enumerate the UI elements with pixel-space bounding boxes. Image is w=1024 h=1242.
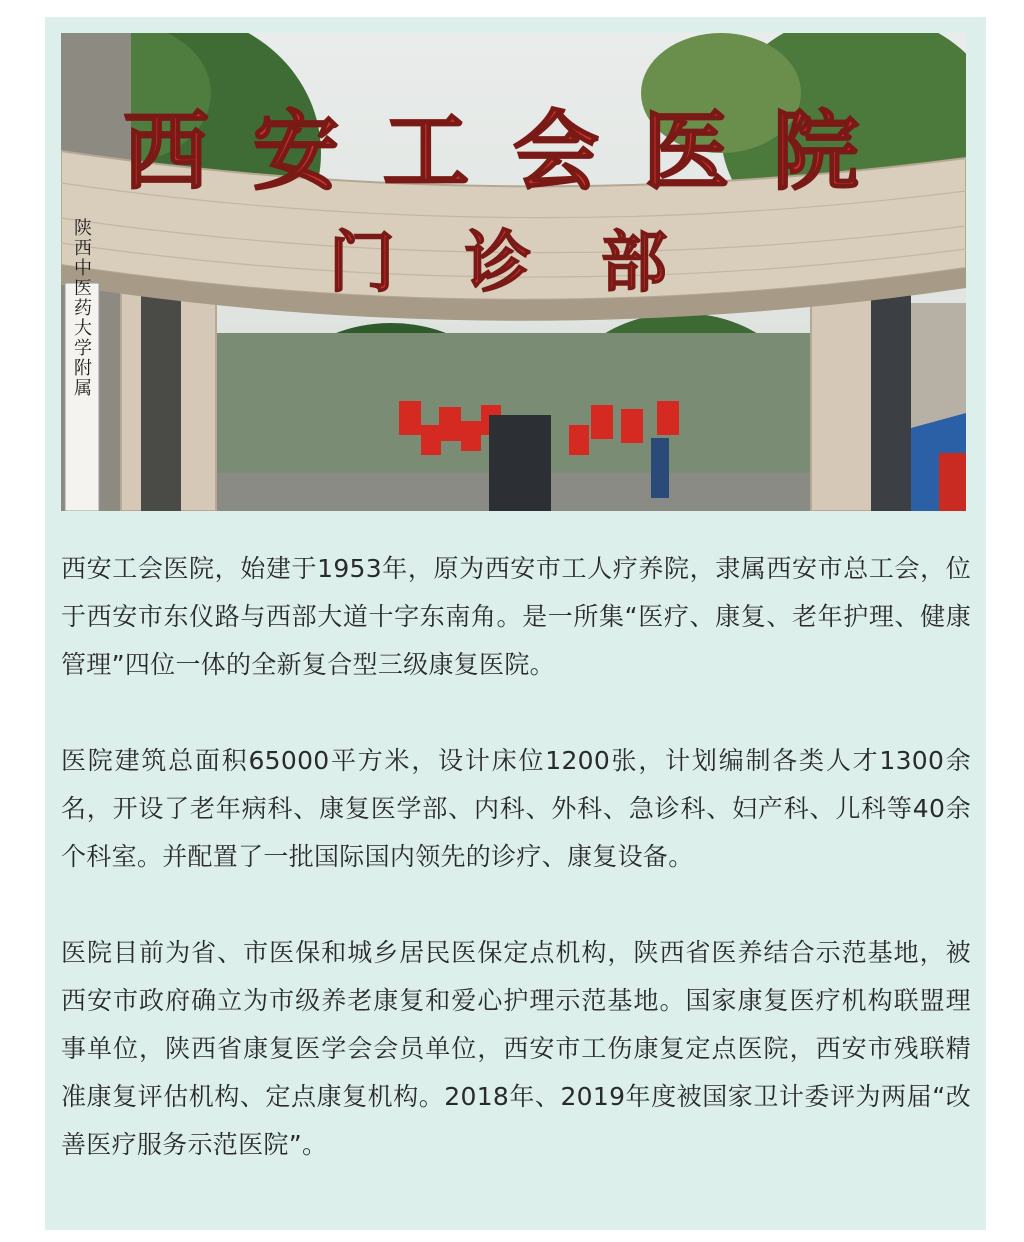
paragraph-intro: 西安工会医院，始建于1953年，原为西安市工人疗养院，隶属西安市总工会，位于西安市东仪路与西部大道十字东南角。是一所集“医疗、康复、老年护理、健康管理”四位一体的全新复合型三级康复医院。 <box>61 554 971 679</box>
hospital-description <box>61 545 971 1169</box>
paragraph-accreditations: 医院目前为省、市医保和城乡居民医保定点机构，陕西省医养结合示范基地，被西安市政府确立为市级养老康复和爱心护理示范基地。国家康复医疗机构联盟理事单位，陕西省康复医学会会员单位，西安市工伤康复定点医院，西安市残联精准康复评估机构、定点康复机构。2018年、2019年度被国家卫计委评为两届“改善医疗服务示范医院”。 <box>61 938 971 1159</box>
sign-hospital-name: 西安工会医院 <box>123 104 903 200</box>
side-plaque-text: 陕西中医药大学附属 <box>72 218 92 398</box>
hospital-gate-photo <box>61 33 966 511</box>
sign-outpatient-dept: 门诊部 <box>329 227 737 300</box>
paragraph-facilities: 医院建筑总面积65000平方米，设计床位1200张，计划编制各类人才1300余名，开设了老年病科、康复医学部、内科、外科、急诊科、妇产科、儿科等40余个科室。并配置了一批国际国内领先的诊疗、康复设备。 <box>61 746 971 871</box>
content-card <box>45 17 986 1230</box>
